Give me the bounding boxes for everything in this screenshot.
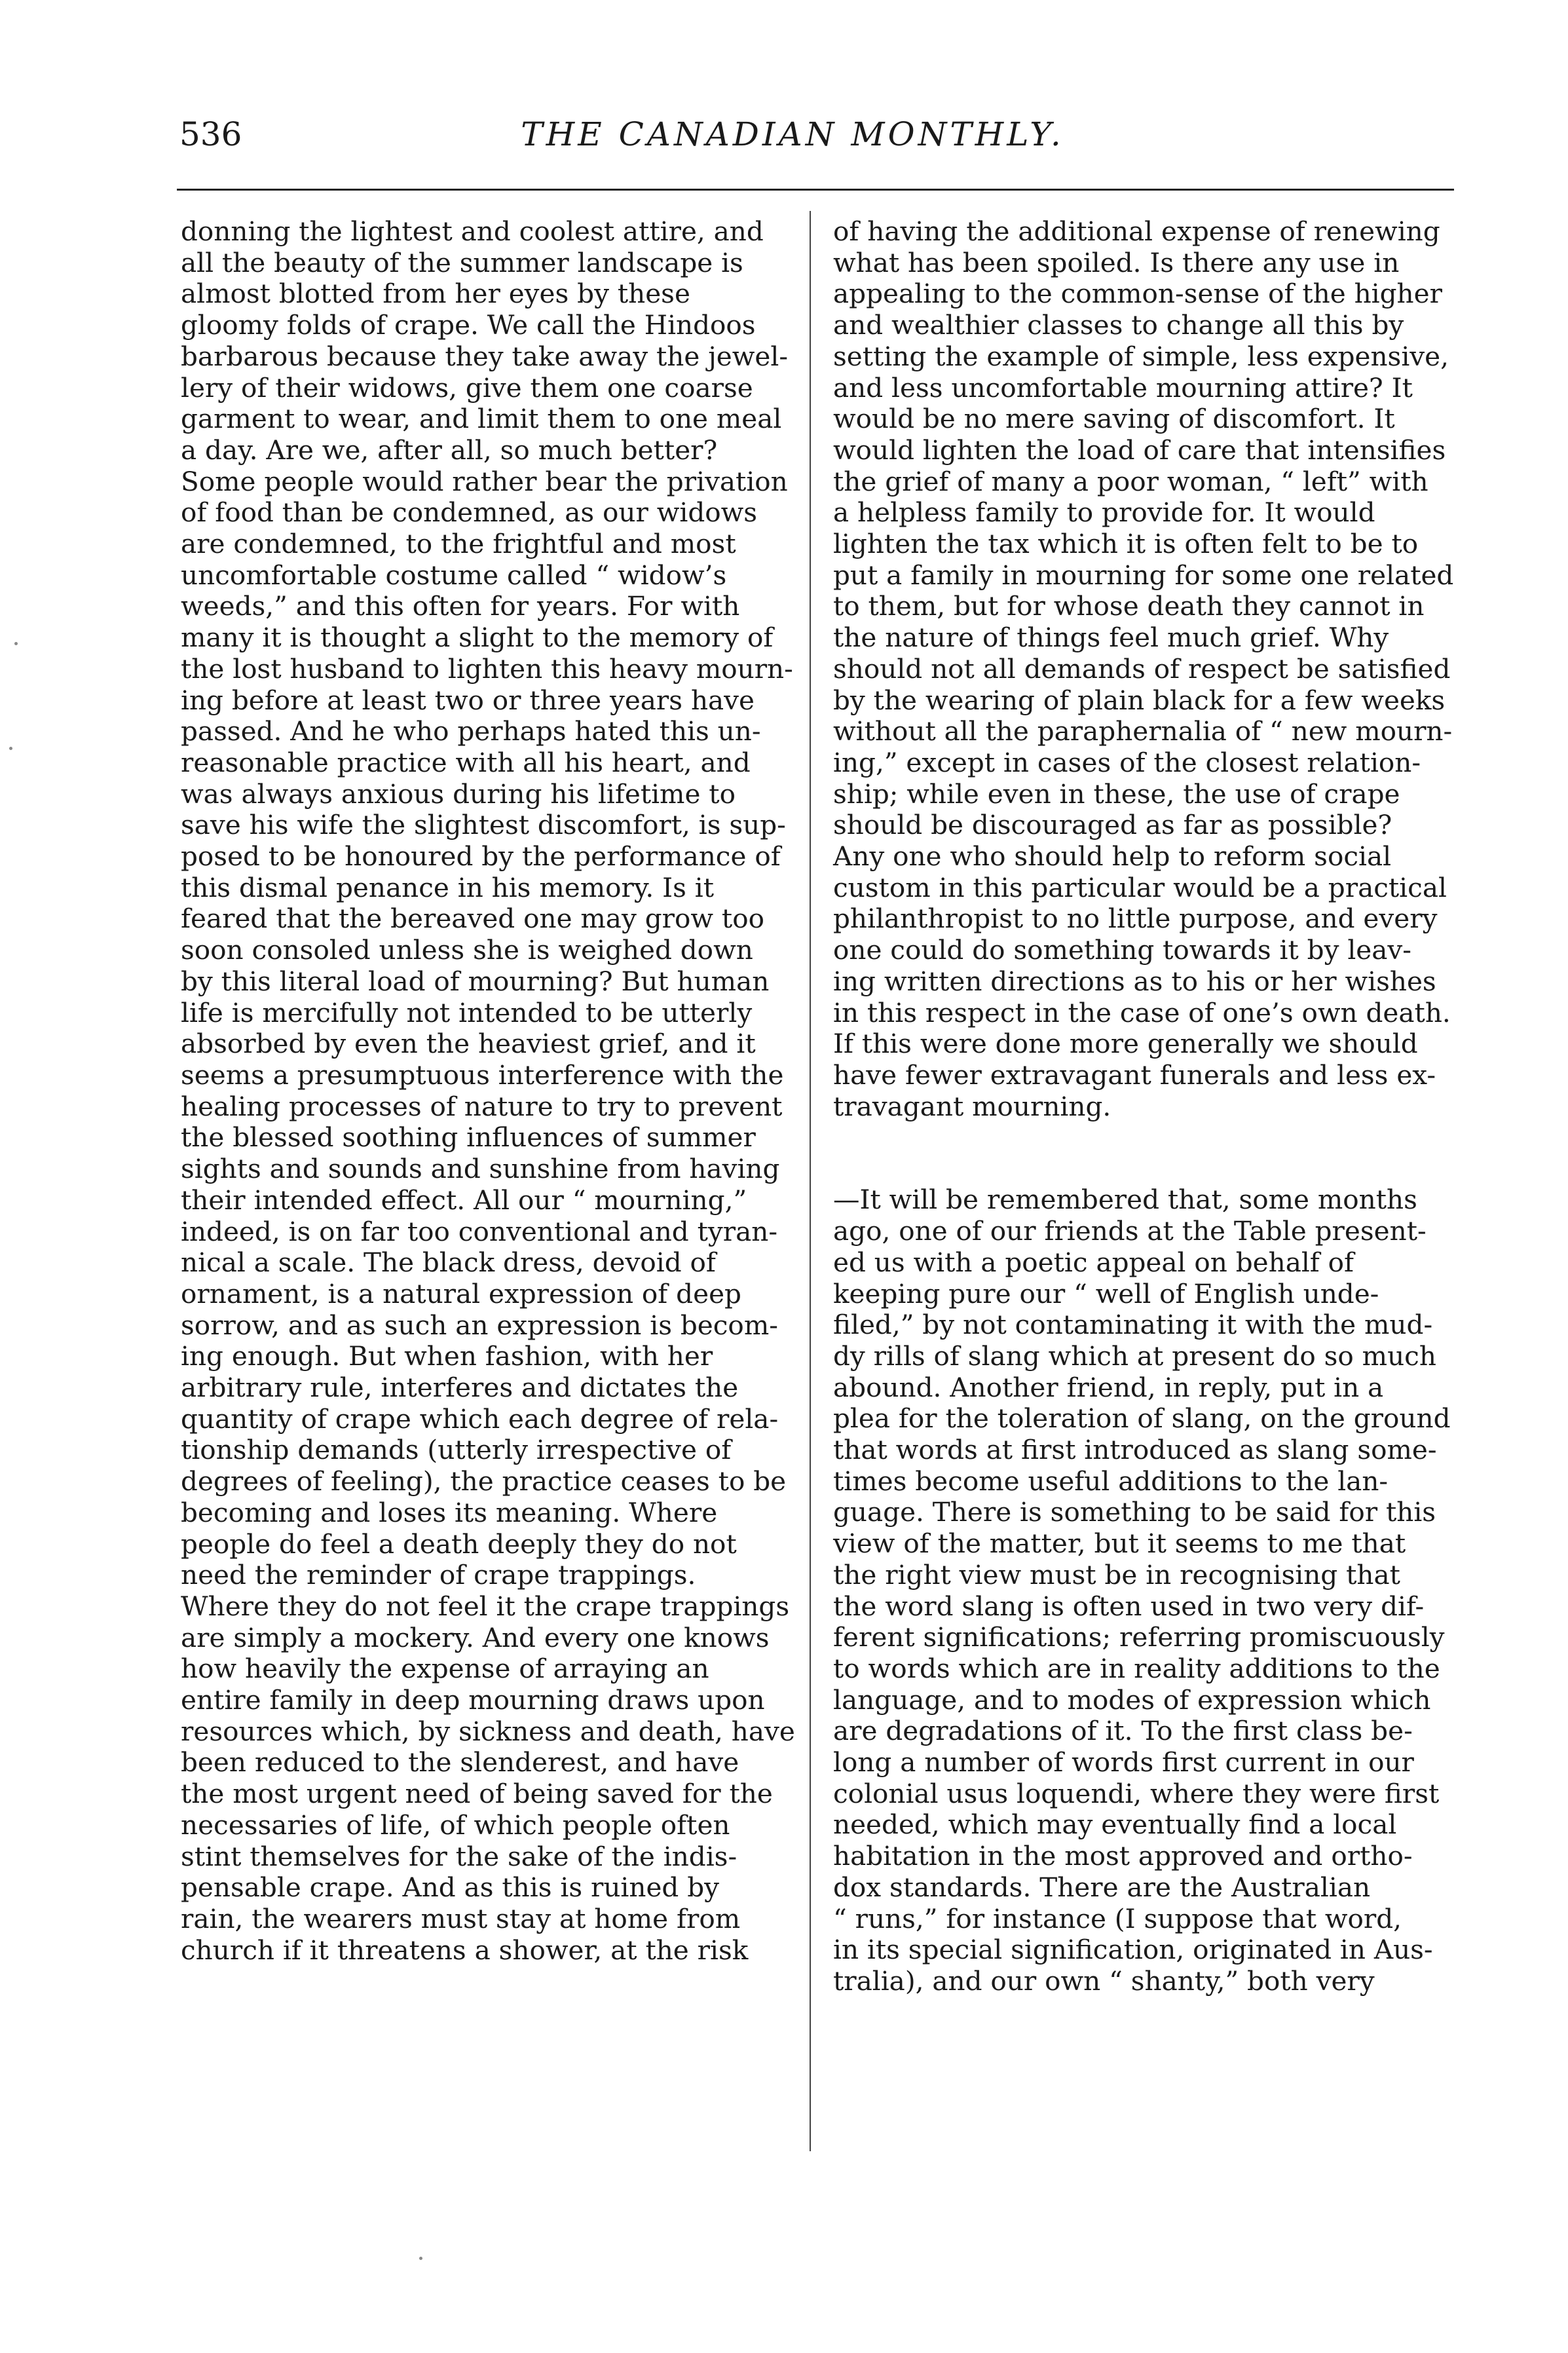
text-line: by the wearing of plain black for a few weeks <box>833 684 1446 716</box>
text-line: tionship demands (utterly irrespective of <box>181 1434 732 1466</box>
text-line: donning the lightest and coolest attire, and <box>181 216 764 247</box>
text-line: their intended effect. All our “ mourning,” <box>181 1184 747 1216</box>
text-line: “ runs,” for instance (I suppose that word, <box>833 1902 1402 1934</box>
text-line: ferent significations; referring promiscuously <box>833 1621 1445 1653</box>
text-line: should be discouraged as far as possible? <box>833 809 1392 841</box>
text-line: habitation in the most approved and ortho- <box>833 1840 1413 1872</box>
text-line: almost blotted from her eyes by these <box>181 278 690 310</box>
text-line: necessaries of life, of which people often <box>181 1809 730 1841</box>
text-line: abound. Another friend, in reply, put in a <box>833 1371 1384 1403</box>
left-column <box>181 216 803 1966</box>
page-number: 536 <box>179 115 242 153</box>
right-paragraph-2 <box>833 1184 1455 1997</box>
text-line: people do feel a death deeply they do not <box>181 1528 737 1560</box>
text-line: church if it threatens a shower, at the risk <box>181 1934 749 1966</box>
text-line: setting the example of simple, less expensive, <box>833 340 1449 372</box>
text-line: ing before at least two or three years have <box>181 684 755 716</box>
text-line: and wealthier classes to change all this by <box>833 309 1404 341</box>
text-line: plea for the toleration of slang, on the ground <box>833 1402 1451 1435</box>
text-line: times become useful additions to the lan- <box>833 1465 1389 1497</box>
text-line: seems a presumptuous interference with the <box>181 1059 784 1091</box>
text-line: have fewer extravagant funerals and less ex- <box>833 1059 1436 1091</box>
text-line: the blessed soothing influences of summer <box>181 1121 756 1154</box>
text-line: sorrow, and as such an expression is becom- <box>181 1309 778 1341</box>
text-line: Where they do not feel it the crape trappings <box>181 1590 790 1622</box>
text-line: Some people would rather bear the privation <box>181 465 788 497</box>
text-line: needed, which may eventually find a local <box>833 1809 1397 1841</box>
text-line: nical a scale. The black dress, devoid of <box>181 1247 716 1279</box>
text-line: appealing to the common-sense of the higher <box>833 278 1442 310</box>
text-line: keeping pure our “ well of English unde- <box>833 1277 1379 1309</box>
text-line: travagant mourning. <box>833 1090 1111 1122</box>
text-line: how heavily the expense of arraying an <box>181 1653 709 1685</box>
margin-speck <box>14 642 18 645</box>
text-line: and less uncomfortable mourning attire? It <box>833 371 1413 404</box>
text-line: becoming and loses its meaning. Where <box>181 1496 718 1528</box>
text-line: garment to wear, and limit them to one meal <box>181 403 782 435</box>
text-line: barbarous because they take away the jewel- <box>181 340 789 372</box>
text-line: Any one who should help to reform social <box>833 840 1392 873</box>
margin-speck <box>419 2257 422 2260</box>
text-line: put a family in mourning for some one related <box>833 559 1454 591</box>
text-line: long a number of words first current in our <box>833 1746 1414 1779</box>
text-line: stint themselves for the sake of the indis- <box>181 1840 737 1872</box>
text-line: the most urgent need of being saved for the <box>181 1778 773 1810</box>
text-line: save his wife the slightest discomfort, is sup- <box>181 809 786 841</box>
text-line: without all the paraphernalia of “ new mourn- <box>833 715 1453 747</box>
text-line: dy rills of slang which at present do so much <box>833 1340 1436 1372</box>
text-line: lighten the tax which it is often felt to be to <box>833 528 1419 560</box>
text-line: ing enough. But when fashion, with her <box>181 1340 713 1372</box>
text-line: guage. There is something to be said for this <box>833 1496 1436 1528</box>
text-line: what has been spoiled. Is there any use in <box>833 246 1400 278</box>
text-line: been reduced to the slenderest, and have <box>181 1746 739 1779</box>
text-line: entire family in deep mourning draws upon <box>181 1684 765 1716</box>
text-line: ornament, is a natural expression of deep <box>181 1277 741 1309</box>
text-line: healing processes of nature to try to prevent <box>181 1090 783 1122</box>
text-line: the nature of things feel much grief. Why <box>833 622 1389 654</box>
text-line: reasonable practice with all his heart, and <box>181 746 751 778</box>
text-line: all the beauty of the summer landscape is <box>181 246 743 278</box>
text-line: uncomfortable costume called “ widow’s <box>181 559 727 591</box>
text-line: was always anxious during his lifetime to <box>181 778 736 810</box>
text-line: If this were done more generally we should <box>833 1028 1418 1060</box>
text-line: need the reminder of crape trappings. <box>181 1559 696 1591</box>
text-line: ship; while even in these, the use of crape <box>833 778 1400 810</box>
text-line: rain, the wearers must stay at home from <box>181 1902 741 1934</box>
text-line: dox standards. There are the Australian <box>833 1871 1371 1903</box>
text-line: tralia), and our own “ shanty,” both very <box>833 1965 1375 1997</box>
text-line: colonial usus loquendi, where they were first <box>833 1777 1440 1809</box>
text-line: life is mercifully not intended to be utterly <box>181 996 753 1028</box>
text-line: would lighten the load of care that intensifies <box>833 434 1446 466</box>
text-line: to words which are in reality additions to the <box>833 1652 1440 1684</box>
text-line: a helpless family to provide for. It would <box>833 497 1375 529</box>
text-line: by this literal load of mourning? But human <box>181 965 770 997</box>
text-line: quantity of crape which each degree of rela- <box>181 1402 779 1435</box>
text-line: the right view must be in recognising that <box>833 1558 1400 1591</box>
text-line: degrees of feeling), the practice ceases to be <box>181 1465 787 1497</box>
text-line: pensable crape. And as this is ruined by <box>181 1872 720 1904</box>
text-line: are simply a mockery. And every one knows <box>181 1621 770 1653</box>
text-line: one could do something towards it by leav- <box>833 934 1411 966</box>
text-line: of having the additional expense of renewing <box>833 216 1440 247</box>
text-line: ing written directions as to his or her wishes <box>833 965 1436 997</box>
text-line: the grief of many a poor woman, “ left” with <box>833 465 1428 497</box>
text-line: are condemned, to the frightful and most <box>181 528 736 560</box>
header-rule <box>177 189 1454 191</box>
text-line: the lost husband to lighten this heavy mourn- <box>181 652 793 685</box>
text-line: arbitrary rule, interferes and dictates the <box>181 1372 739 1404</box>
running-head: THE CANADIAN MONTHLY. <box>521 115 1064 153</box>
text-line: many it is thought a slight to the memory of <box>181 622 774 654</box>
right-column <box>833 216 1455 1997</box>
text-line: filed,” by not contaminating it with the mud- <box>833 1309 1433 1341</box>
text-line: would be no mere saving of discomfort. It <box>833 403 1395 435</box>
text-line: feared that the bereaved one may grow too <box>181 903 764 935</box>
text-line: philanthropist to no little purpose, and every <box>833 903 1438 935</box>
left-paragraph <box>181 216 803 1966</box>
margin-speck <box>9 747 12 750</box>
text-line: soon consoled unless she is weighed down <box>181 934 753 966</box>
text-line: should not all demands of respect be satisfied <box>833 652 1451 685</box>
text-line: are degradations of it. To the first class be- <box>833 1715 1413 1747</box>
right-paragraph-1 <box>833 216 1455 1122</box>
text-line: view of the matter, but it seems to me that <box>833 1528 1406 1560</box>
text-line: ed us with a poetic appeal on behalf of <box>833 1246 1354 1278</box>
text-line: resources which, by sickness and death, have <box>181 1715 795 1747</box>
text-line: that words at first introduced as slang some- <box>833 1434 1437 1466</box>
text-line: lery of their widows, give them one coarse <box>181 371 753 404</box>
text-line: gloomy folds of crape. We call the Hindoos <box>181 309 756 341</box>
text-line: posed to be honoured by the performance of <box>181 840 781 873</box>
text-line: a day. Are we, after all, so much better? <box>181 434 718 466</box>
text-line: ing,” except in cases of the closest relation- <box>833 746 1421 778</box>
text-line: to them, but for whose death they cannot in <box>833 590 1425 622</box>
text-line: in this respect in the case of one’s own death. <box>833 996 1451 1028</box>
text-line: —It will be remembered that, some months <box>833 1184 1417 1216</box>
text-line: indeed, is on far too conventional and tyran- <box>181 1215 778 1247</box>
text-line: sights and sounds and sunshine from having <box>181 1153 780 1185</box>
column-divider <box>810 211 811 2151</box>
text-line: in its special signification, originated in Aus- <box>833 1934 1433 1966</box>
text-line: passed. And he who perhaps hated this un- <box>181 715 761 747</box>
text-line: this dismal penance in his memory. Is it <box>181 871 714 903</box>
text-line: language, and to modes of expression which <box>833 1684 1431 1716</box>
text-line: ago, one of our friends at the Table present- <box>833 1215 1427 1247</box>
text-line: custom in this particular would be a practical <box>833 871 1447 903</box>
text-line: of food than be condemned, as our widows <box>181 497 758 529</box>
text-line: the word slang is often used in two very dif- <box>833 1590 1425 1622</box>
text-line: absorbed by even the heaviest grief, and it <box>181 1028 756 1060</box>
text-line: weeds,” and this often for years. For with <box>181 590 740 622</box>
